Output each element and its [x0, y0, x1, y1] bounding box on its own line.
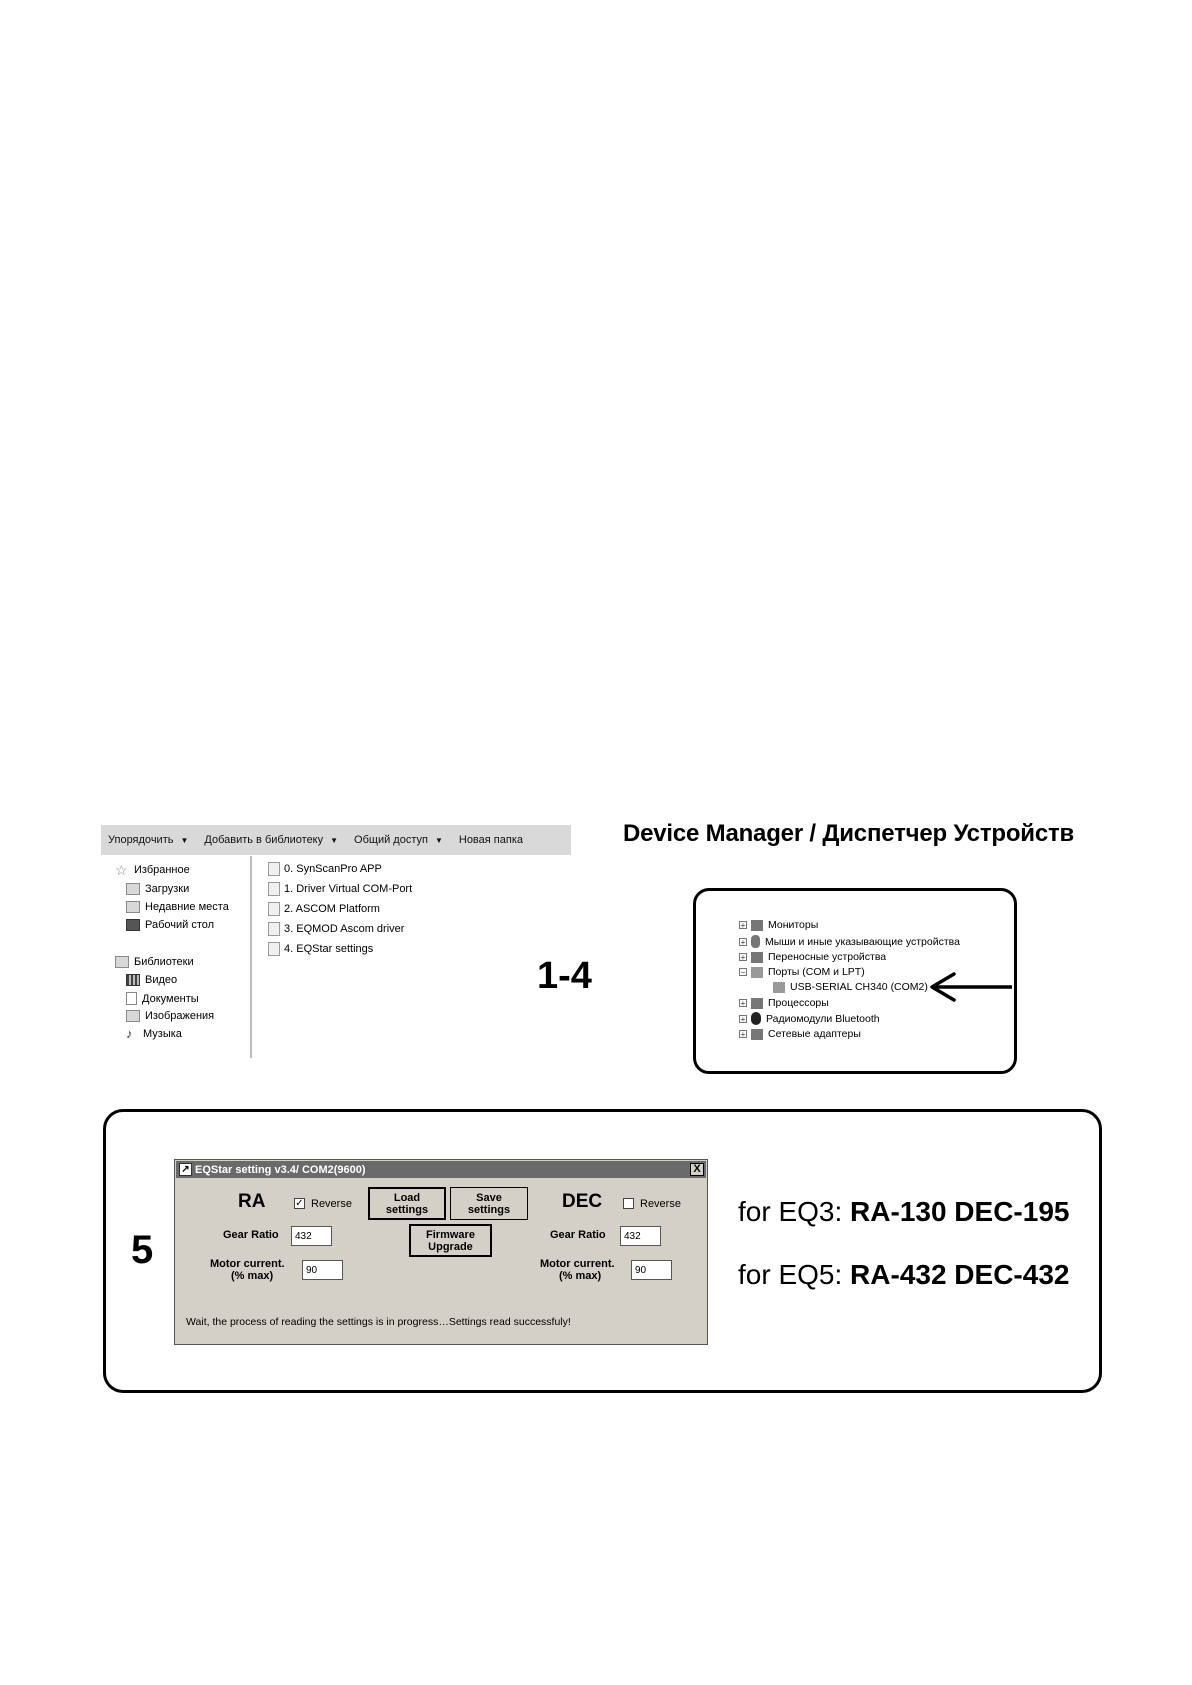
ra-reverse-checkbox[interactable]: ✓ [295, 1198, 304, 1209]
nav-favorites-label: Избранное [134, 864, 190, 876]
dec-motor-current-input[interactable] [631, 1260, 672, 1280]
images-icon [126, 1010, 140, 1022]
nav-favorites[interactable] [115, 864, 190, 876]
dec-motor-current-label: Motor current. [540, 1258, 615, 1270]
device-category-label: Мониторы [768, 919, 819, 931]
expand-icon[interactable]: + [740, 999, 746, 1008]
window-titlebar[interactable] [176, 1161, 706, 1178]
file-icon [268, 862, 280, 876]
arrow-left-icon [928, 971, 1014, 1003]
nav-downloads-label: Загрузки [145, 883, 190, 895]
ra-gear-ratio-input[interactable] [291, 1226, 332, 1246]
downloads-icon [126, 883, 140, 895]
device-category-label: Радиомодули Bluetooth [766, 1012, 880, 1025]
navigation-pane [101, 856, 249, 1056]
device-manager-panel [693, 888, 1017, 1074]
file-name: 2. ASCOM Platform [284, 903, 380, 915]
file-icon [268, 882, 280, 896]
nav-images-label: Изображения [145, 1010, 215, 1022]
mouse-icon [751, 935, 760, 948]
nav-recent[interactable] [126, 901, 229, 913]
dec-reverse-label: Reverse [640, 1198, 681, 1210]
file-icon [268, 942, 280, 956]
monitor-icon [751, 920, 763, 931]
expand-icon[interactable]: + [740, 1030, 746, 1039]
dec-gear-ratio-label: Gear Ratio [550, 1229, 606, 1241]
explorer-toolbar [101, 825, 571, 855]
firmware-upgrade-button[interactable] [409, 1224, 492, 1257]
add-to-library-menu[interactable] [196, 825, 346, 855]
device-category-label: Сетевые адаптеры [768, 1028, 861, 1040]
chevron-down-icon: ▼ [434, 835, 443, 845]
video-icon [126, 974, 140, 986]
nav-libraries[interactable] [115, 956, 194, 968]
load-label-1: Load [393, 1191, 421, 1204]
add-to-library-label: Добавить в библиотеку [204, 834, 324, 846]
dec-heading: DEC [562, 1191, 603, 1212]
eq5-values: RA-432 DEC-432 [850, 1259, 1070, 1290]
window-title: EQStar setting v3.4/ COM2(9600) [195, 1163, 366, 1176]
device-category[interactable] [739, 1012, 880, 1025]
eq3-prefix: for EQ3: [738, 1196, 851, 1227]
file-icon [268, 902, 280, 916]
nav-documents-label: Документы [142, 992, 199, 1005]
port-icon [751, 967, 763, 978]
expand-icon[interactable]: + [740, 1014, 746, 1024]
step-label-5: 5 [131, 1228, 154, 1272]
file-name: 0. SynScanPro APP [284, 863, 382, 875]
desktop-icon [126, 919, 140, 931]
save-label-2: settings [467, 1203, 511, 1216]
file-icon [268, 922, 280, 936]
step-label-1-4: 1-4 [537, 955, 592, 997]
eq5-prefix: for EQ5: [738, 1259, 851, 1290]
device-item-label: USB-SERIAL CH340 (COM2) [790, 981, 928, 993]
eq3-note [738, 1196, 1069, 1228]
load-label-2: settings [385, 1203, 429, 1216]
device-category-label: Порты (COM и LPT) [768, 966, 865, 978]
eqstar-settings-window [174, 1159, 708, 1345]
nav-music[interactable] [126, 1028, 182, 1040]
port-icon [773, 982, 785, 993]
eq5-note [738, 1259, 1069, 1291]
nav-recent-label: Недавние места [145, 901, 229, 913]
file-item[interactable] [268, 922, 404, 936]
nav-libraries-label: Библиотеки [134, 956, 194, 968]
chevron-down-icon: ▼ [180, 835, 189, 845]
device-category[interactable] [739, 966, 865, 978]
organize-menu[interactable] [101, 825, 196, 855]
ra-motor-current-label: Motor current. [210, 1258, 285, 1270]
nav-documents[interactable] [126, 992, 199, 1005]
file-item[interactable] [268, 862, 382, 876]
libraries-icon [115, 956, 129, 968]
device-category-label: Мыши и иные указывающие устройства [765, 935, 960, 948]
device-category[interactable] [739, 919, 818, 931]
ra-heading: RA [238, 1191, 266, 1212]
recent-places-icon [126, 901, 140, 913]
nav-downloads[interactable] [126, 883, 189, 895]
status-message: Wait, the process of reading the settings is in progress…Settings read successfuly! [186, 1316, 571, 1328]
expand-icon[interactable]: + [740, 953, 746, 962]
ra-motor-current-input[interactable] [302, 1260, 343, 1280]
share-label: Общий доступ [354, 834, 428, 846]
device-category[interactable] [739, 935, 960, 948]
load-settings-button[interactable] [368, 1187, 446, 1220]
portable-device-icon [751, 952, 763, 963]
dec-motor-current-unit: (% max) [559, 1270, 602, 1282]
file-item[interactable] [268, 882, 412, 896]
file-name: 4. EQStar settings [284, 943, 374, 955]
firmware-label-1: Firmware [426, 1228, 475, 1241]
new-folder-label: Новая папка [458, 834, 523, 846]
file-item[interactable] [268, 942, 373, 956]
share-menu[interactable] [346, 825, 451, 855]
device-manager-title: Device Manager / Диспетчер Устройств [623, 820, 1075, 847]
star-icon: ☆ [115, 862, 128, 878]
network-adapter-icon [751, 1029, 763, 1040]
device-category-label: Переносные устройства [768, 951, 887, 963]
bluetooth-icon [751, 1012, 761, 1025]
device-item-usb-serial[interactable] [773, 981, 928, 993]
file-item[interactable] [268, 902, 380, 916]
organize-label: Упорядочить [108, 834, 174, 846]
nav-images[interactable] [126, 1010, 214, 1022]
device-category[interactable] [739, 1028, 861, 1040]
nav-video[interactable] [126, 974, 177, 986]
device-category[interactable] [739, 951, 886, 963]
firmware-label-2: Upgrade [428, 1240, 473, 1253]
dec-reverse-checkbox[interactable] [623, 1198, 634, 1209]
close-button[interactable]: X [690, 1163, 704, 1176]
nav-desktop-label: Рабочий стол [145, 919, 215, 931]
save-settings-button[interactable] [450, 1187, 528, 1220]
ra-reverse-label: Reverse [311, 1198, 352, 1210]
nav-video-label: Видео [145, 974, 178, 986]
expand-icon[interactable]: + [740, 921, 746, 930]
nav-desktop[interactable] [126, 919, 214, 931]
save-label-1: Save [476, 1191, 502, 1204]
pane-divider[interactable] [250, 856, 252, 1058]
dec-gear-ratio-input[interactable] [620, 1226, 661, 1246]
new-folder-button[interactable] [451, 825, 531, 855]
chevron-down-icon: ▼ [330, 835, 339, 845]
file-name: 3. EQMOD Ascom driver [284, 923, 405, 935]
eq3-values: RA-130 DEC-195 [850, 1196, 1070, 1227]
ra-gear-ratio-label: Gear Ratio [223, 1229, 279, 1241]
processor-icon [751, 998, 763, 1009]
expand-icon[interactable]: + [740, 937, 746, 947]
ra-motor-current-unit: (% max) [231, 1270, 274, 1282]
collapse-icon[interactable]: − [740, 968, 746, 977]
music-note-icon: ♪ [126, 1026, 133, 1041]
documents-icon [126, 992, 137, 1005]
file-name: 1. Driver Virtual COM-Port [284, 883, 413, 895]
device-category[interactable] [739, 997, 829, 1009]
device-category-label: Процессоры [768, 997, 829, 1009]
nav-music-label: Музыка [143, 1028, 182, 1040]
telescope-icon: ↗ [179, 1163, 192, 1176]
